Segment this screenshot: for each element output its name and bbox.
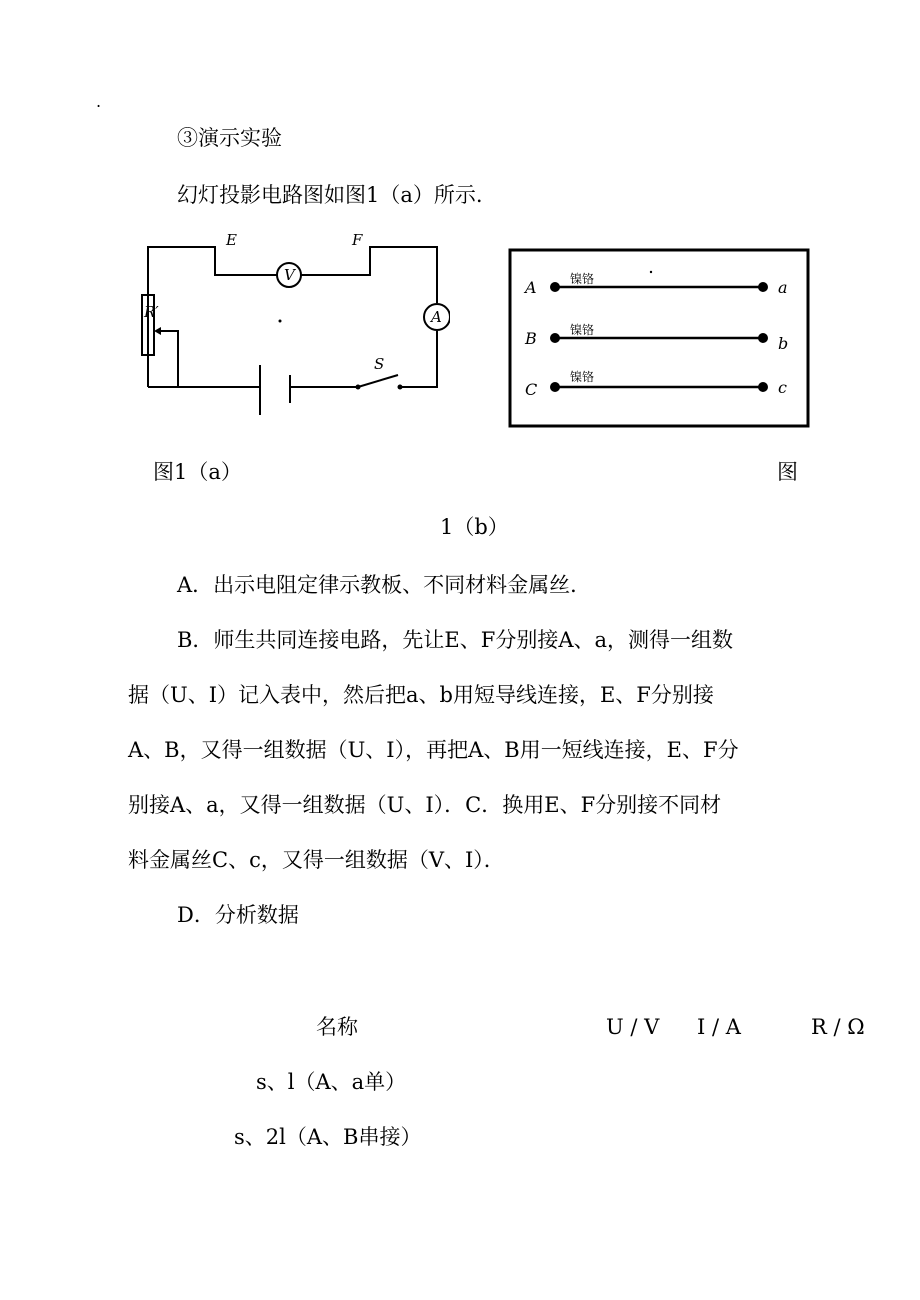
switch-label: S (374, 355, 385, 373)
intro-text: 幻灯投影电路图如图1（a）所示. (177, 183, 483, 207)
board-c-material: 镍铬 (570, 370, 595, 384)
step-b-line-4: 别接A、a，又得一组数据（U、I）．C．换用E、F分别接不同材 (128, 793, 722, 817)
center-mark (279, 320, 282, 323)
circuit-wire-right (400, 331, 437, 387)
circuit-wire-top (148, 247, 278, 387)
resistance-board (505, 245, 810, 431)
rheostat-label: R′ (144, 303, 159, 321)
board-c-right: c (778, 378, 787, 397)
caption-figure-a: 图1（a） (153, 460, 242, 484)
ammeter-label: A (431, 308, 442, 326)
table-header-current: I / A (697, 1015, 741, 1039)
step-b-line-2: 据（U、I）记入表中，然后把a、b用短导线连接，E、F分别接 (128, 683, 714, 707)
step-a: A．出示电阻定律示教板、不同材料金属丝． (177, 573, 592, 597)
circuit-wire-top-right (300, 247, 437, 303)
caption-figure-b-part2: 1（b） (440, 515, 509, 539)
table-row-2-name: s、2l（A、B串接） (234, 1125, 422, 1149)
board-a-right: a (778, 278, 788, 297)
switch-blade (358, 375, 398, 387)
board-a-material: 镍铬 (570, 272, 595, 286)
step-d: D．分析数据 (177, 903, 299, 927)
board-mark (650, 271, 652, 273)
table-header-resistance: R / Ω (811, 1015, 865, 1039)
label-e: E (226, 231, 237, 249)
page-dot: . (96, 92, 102, 111)
table-header-name: 名称 (316, 1015, 358, 1039)
switch-contact-right (398, 385, 403, 390)
board-b-left: B (525, 329, 537, 348)
board-b-material: 镍铬 (570, 323, 595, 337)
switch-contact-left (356, 385, 361, 390)
rheostat-slider-wire (158, 331, 178, 387)
board-row-b (524, 322, 788, 353)
board-row-a (523, 271, 788, 297)
table-row-1-name: s、l（A、a单） (256, 1070, 407, 1094)
board-c-left: C (525, 380, 538, 399)
board-row-c (525, 369, 787, 399)
board-a-left: A (525, 278, 537, 297)
label-f: F (352, 231, 363, 249)
step-b-line-5: 料金属丝C、c，又得一组数据（V、I）． (128, 848, 505, 872)
step-b-line-3: A、B，又得一组数据（U、I），再把A、B用一短线连接，E、F分 (128, 738, 739, 762)
rheostat-arrowhead (154, 327, 161, 335)
section-heading: ③演示实验 (177, 126, 282, 150)
circuit-diagram (130, 225, 450, 425)
board-b-right: b (778, 334, 789, 353)
step-b-line-1: B．师生共同连接电路，先让E、F分别接A、a，测得一组数 (177, 628, 734, 652)
caption-figure-b-part1: 图 (777, 460, 798, 484)
voltmeter-label: V (284, 266, 295, 284)
table-header-voltage: U / V (606, 1015, 660, 1039)
